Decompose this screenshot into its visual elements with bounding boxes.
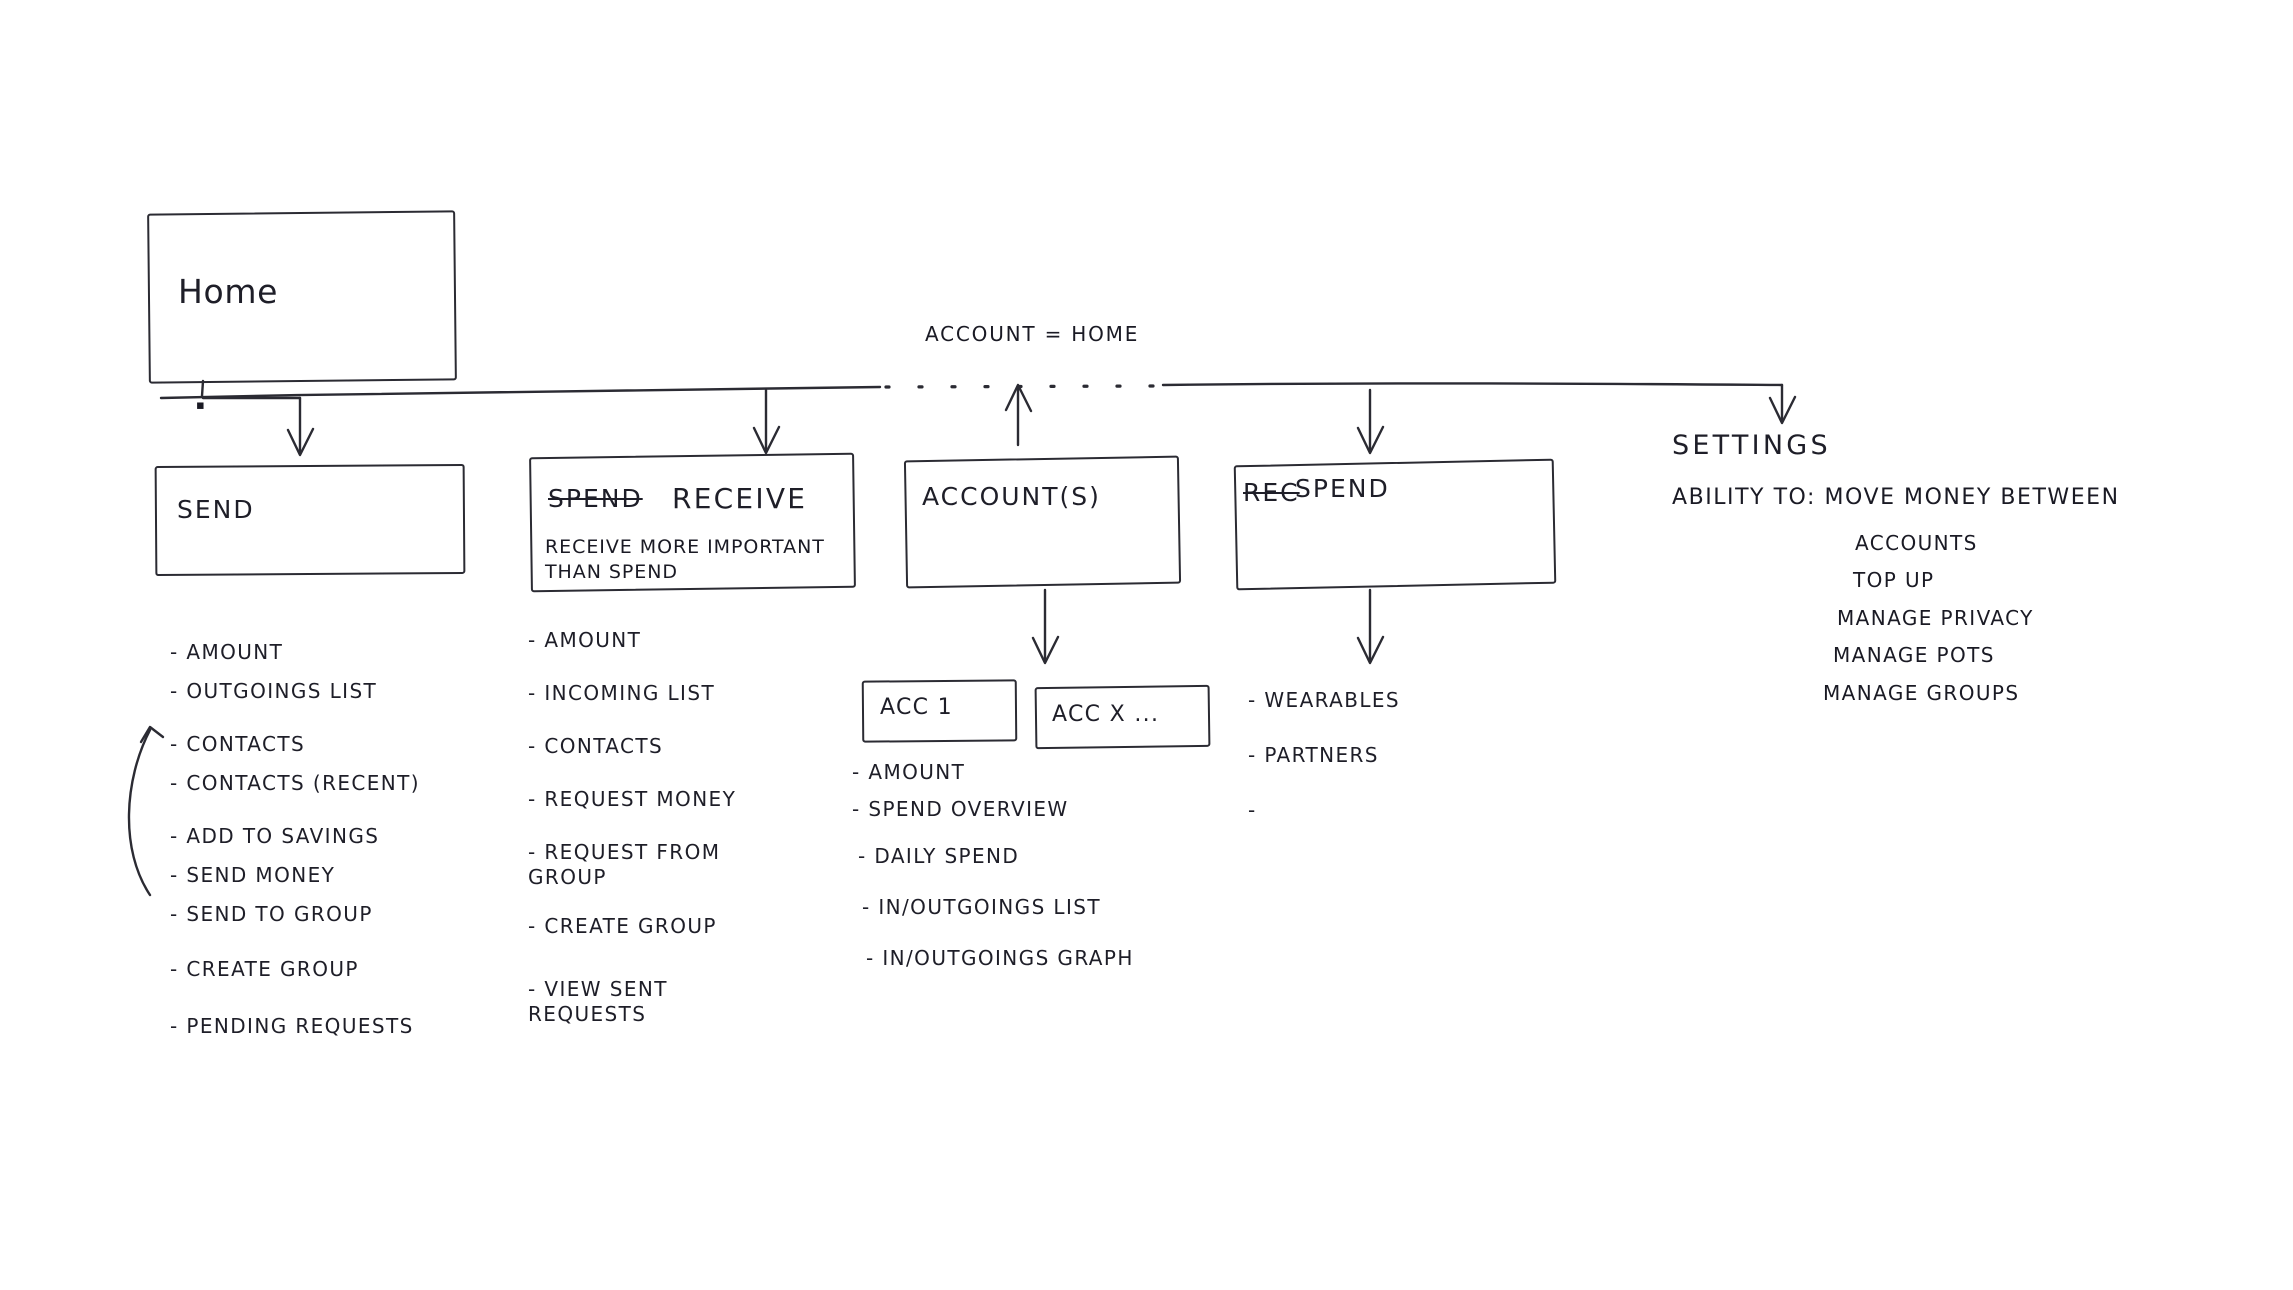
list-item: - WEARABLES [1248,688,1401,712]
receive-item-list [528,628,743,1041]
list-item: - CREATE GROUP [170,957,359,981]
settings-item-list [1823,530,2034,717]
node-acc-1-label: ACC 1 [880,695,953,720]
node-home-label: Home [178,272,279,311]
list-item: ACCOUNTS [1855,531,1978,555]
node-accounts-label: ACCOUNT(S) [922,482,1101,511]
accounts-item-list [852,760,1134,985]
list-item: - SPEND OVERVIEW [852,797,1069,821]
list-item: - ADD TO SAVINGS [170,824,380,848]
receive-note-text: RECEIVE MORE IMPORTANT THAN SPEND [545,536,825,583]
list-item: MANAGE GROUPS [1823,680,2020,705]
list-item: - CONTACTS [528,734,664,758]
home-stub-mark: ▪ [196,398,205,413]
node-spend-label: SPEND [1295,474,1390,503]
list-item: - [1248,798,1257,822]
list-item: - INCOMING LIST [528,681,716,705]
list-item: - SEND MONEY [170,863,336,887]
receive-note [545,535,875,584]
list-item: - REQUEST FROM GROUP [528,840,721,889]
list-item: - AMOUNT [852,760,966,784]
send-item-list [170,640,420,1053]
node-send-label: SEND [177,495,255,524]
list-item: - REQUEST MONEY [528,787,737,811]
account-equals-home-label: ACCOUNT = HOME [925,322,1140,346]
list-item: TOP UP [1853,568,1935,593]
list-item: - AMOUNT [528,628,642,652]
list-item: - IN/OUTGOINGS LIST [862,895,1101,919]
list-item: - SEND TO GROUP [170,902,373,926]
node-receive-label: RECEIVE [672,482,808,515]
node-spend-struck-label: REC [1243,478,1300,507]
list-item: - DAILY SPEND [858,844,1020,868]
list-item: - PENDING REQUESTS [170,1014,414,1038]
node-acc-x-label: ACC X ... [1052,702,1160,727]
node-receive-struck-label: SPEND [548,484,643,513]
list-item: - AMOUNT [170,640,284,664]
list-item: - PARTNERS [1248,743,1379,767]
node-settings-label: SETTINGS [1672,430,1831,461]
list-item: - OUTGOINGS LIST [170,679,378,703]
list-item: - CONTACTS (RECENT) [170,771,420,795]
list-item: MANAGE POTS [1833,643,1995,668]
list-item: - CONTACTS [170,732,306,756]
settings-lead-text: ABILITY TO: MOVE MONEY BETWEEN [1672,485,2120,510]
list-item: MANAGE PRIVACY [1837,605,2034,630]
list-item: - CREATE GROUP [528,914,717,938]
list-item: - IN/OUTGOINGS GRAPH [866,946,1134,970]
list-item: - VIEW SENT REQUESTS [528,977,668,1026]
node-accounts[interactable] [904,456,1181,589]
spend-item-list [1248,688,1400,837]
